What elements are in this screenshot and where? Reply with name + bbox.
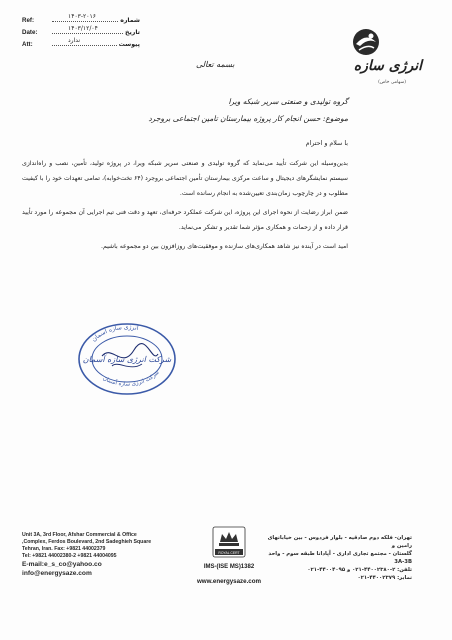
footer-address-line: تهران- فلکه دوم صادقیه - بلوار فردوس - بین خیابانهای رامین و (267, 535, 412, 549)
basmala: بسمه تعالی (196, 60, 235, 69)
footer-email-2: info@energysaze.com (22, 570, 92, 577)
footer-address-en (22, 532, 182, 578)
company-subtitle: (سهامی خاص) (378, 80, 406, 85)
company-name: انرژی سازه (353, 58, 422, 74)
cert-label: ROYAL CERT (218, 550, 240, 555)
footer-email: E-mail:e_s_co@yahoo.co (22, 561, 102, 568)
date-label-fa: تاریخ (125, 29, 140, 36)
stamp-center-text: شرکت انرژی سازه آسمان (82, 355, 172, 364)
stamp-bottom-text: شرکت انرژی سازه آسمان (101, 369, 161, 388)
date-label-en: Date: (22, 29, 38, 36)
footer-website: www.energysaze.com (196, 578, 262, 585)
footer-address-line: گلستان - مجتمع تجاری اداری - آپادانا طبقه سوم - واحد 3A-3B (268, 551, 412, 565)
subject: موضوع: حسن انجام کار پروژه بیمارستان تامین اجتماعی بروجرد (148, 114, 348, 123)
letter-body (22, 156, 348, 258)
date-value: ۱۴۰۳/۱۲/۰۴ (68, 25, 98, 32)
certification-crown-icon (212, 526, 246, 558)
body-paragraph: ضمن ابراز رضایت از نحوه اجرای این پروژه، این شرکت عملکرد حرفه‌ای، تعهد و دقت فنی تیم اجرایی آن مجموعه را مورد تأیید قرار داده و از زحمات و همکاری مؤثر شما تقدیر و تشکر می‌نماید. (22, 209, 348, 231)
ref-label-en: Ref: (22, 17, 35, 24)
stamp-top-text: انرژی سازه آسمان (90, 323, 139, 344)
recipient: گروه تولیدی و صنعتی سریر شبکه ویرا (228, 97, 348, 106)
footer-address-fa (262, 534, 412, 582)
body-paragraph: بدین‌وسیله این شرکت تأیید می‌نماید که گروه تولیدی و صنعتی سریر شبکه ویرا، در پروژه تولید، تأمین، نصب و راه‌اندازی سیستم نمایشگرهای دیجیتال و ساعت مرکزی بیمارستان تأمین اجتماعی بروجرد (۶۴ تخت‌خوابه)، تمامی تعهدات خود را با کیفیت مطلوب و در چارچوب زمان‌بندی تعیین‌شده به انجام رسانده است. (22, 160, 348, 197)
att-row (22, 38, 140, 50)
att-value: ندارد (68, 37, 81, 44)
company-stamp (72, 320, 182, 398)
greeting: با سلام و احترام (305, 140, 348, 147)
body-paragraph: امید است در آینده نیز شاهد همکاری‌های سازنده و موفقیت‌های روزافزون بین دو مجموعه باشیم. (100, 243, 348, 250)
ims-code: IMS-(ISE MS)1382 (203, 564, 255, 570)
footer-address-line: نمابر: ۴۴۰۰۲۳۷۹-۰۲۱ (357, 575, 412, 581)
att-label-fa: پیوست (118, 41, 140, 48)
footer-address-line: تلفن: ۲-۴۴۰۰۲۳۸۰-۰۲۱ و ۴۴۰۰۴۰۹۵-۰۲۱ (307, 567, 412, 573)
att-label-en: Att: (22, 41, 33, 48)
date-row (22, 26, 140, 38)
footer-address-line: Unit 3A, 3rd Floor, Afshar Commercial & Office (22, 532, 137, 538)
reference-block (22, 14, 140, 50)
footer-address-line: Tel: +9821 44002380-2 +9821 44004095 (22, 553, 117, 559)
ref-label-fa: شماره (120, 17, 140, 24)
footer-address-line: Tehran, Iran. Fax: +9821 44002379 (22, 546, 106, 552)
ref-value: ۱۴۰۳-۲۰۱۶ (68, 13, 96, 20)
footer-address-line: ,Complex, Ferdos Boulevard, 2nd Sadeghieh Square (22, 539, 152, 545)
footer-certification (196, 526, 262, 585)
